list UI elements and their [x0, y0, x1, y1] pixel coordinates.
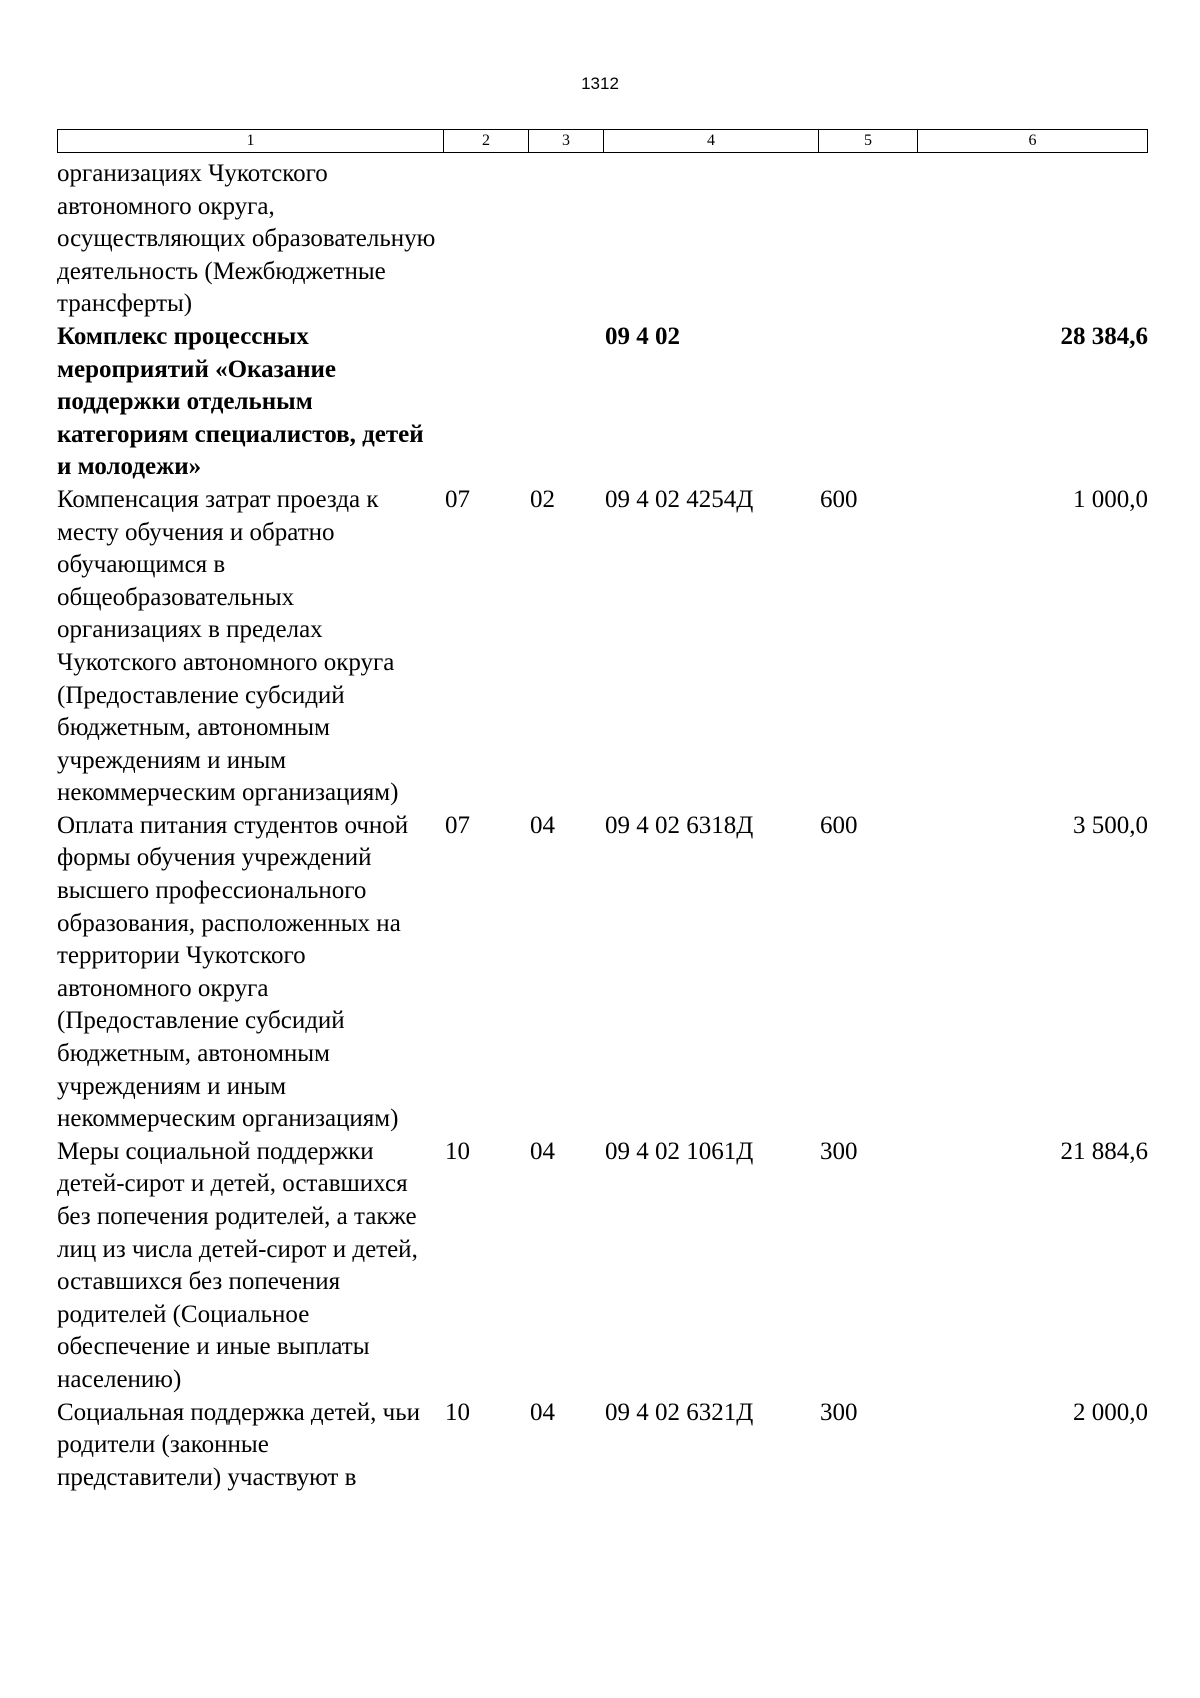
- row-subsection: 02: [530, 485, 555, 513]
- row-subsection: 04: [530, 1398, 555, 1426]
- row-expense-type: [818, 321, 917, 484]
- column-header-3: 3: [529, 130, 604, 152]
- row-amount: 21 884,6: [1060, 1137, 1148, 1165]
- table-header: [57, 129, 1148, 153]
- row-section: 10: [445, 1398, 470, 1426]
- column-header-1: 1: [58, 130, 444, 152]
- row-expense-type: 300: [820, 1137, 858, 1165]
- row-subsection: [528, 158, 603, 321]
- row-section: 10: [445, 1137, 470, 1165]
- row-expense-type: 300: [820, 1398, 858, 1426]
- table-row: [57, 1136, 1148, 1397]
- row-name: Оплата питания студентов очной формы обучения учреждений высшего профессионального образования, расположенных на территории Чукотского автономного округа (Предоставление субсидий бюджетным, автономным учреждениям и иным некоммерческим организациям): [57, 811, 409, 1133]
- row-amount: 1 000,0: [1073, 485, 1148, 513]
- row-target-code: 09 4 02: [605, 322, 680, 350]
- row-expense-type: [818, 158, 917, 321]
- row-target-code: 09 4 02 4254Д: [605, 485, 754, 513]
- row-target-code: 09 4 02 1061Д: [605, 1137, 754, 1165]
- table-row: [57, 1397, 1148, 1495]
- row-name: Комплекс процессных мероприятий «Оказание поддержки отдельным категориям специалистов, детей и молодежи»: [57, 322, 424, 481]
- row-amount: 28 384,6: [1060, 322, 1148, 350]
- row-section: [443, 158, 528, 321]
- row-section: [443, 321, 528, 484]
- row-amount: 2 000,0: [1073, 1398, 1148, 1426]
- row-section: 07: [445, 485, 470, 513]
- row-target-code: 09 4 02 6321Д: [605, 1398, 754, 1426]
- row-amount: [917, 158, 1148, 321]
- row-subsection: 04: [530, 811, 555, 839]
- row-amount: 3 500,0: [1073, 811, 1148, 839]
- row-subsection: [528, 321, 603, 484]
- row-name: Компенсация затрат проезда к месту обучения и обратно обучающимся в общеобразовательных организациях в пределах Чукотского автономного округа (Предоставление субсидий бюджетным, автономным учреждениям и иным некоммерческим организациям): [57, 485, 399, 807]
- table-body: [57, 158, 1148, 1494]
- table-row: [57, 484, 1148, 810]
- row-target-code: 09 4 02 6318Д: [605, 811, 754, 839]
- table-row-section-heading: [57, 321, 1148, 484]
- row-expense-type: 600: [820, 485, 858, 513]
- row-section: 07: [445, 811, 470, 839]
- column-header-2: 2: [444, 130, 529, 152]
- row-target-code: [603, 158, 818, 321]
- column-header-4: 4: [604, 130, 819, 152]
- table-row: [57, 810, 1148, 1136]
- column-header-5: 5: [819, 130, 918, 152]
- page-number: 1312: [581, 74, 619, 93]
- row-name: Меры социальной поддержки детей-сирот и детей, оставшихся без попечения родителей, а также лиц из числа детей-сирот и детей, оставшихся без попечения родителей (Социальное обеспечение и иные выплаты населению): [57, 1137, 418, 1393]
- table-row: [57, 158, 1148, 321]
- column-header-6: 6: [1028, 132, 1037, 149]
- row-name: Социальная поддержка детей, чьи родители (законные представители) участвуют в: [57, 1398, 421, 1491]
- row-expense-type: 600: [820, 811, 858, 839]
- row-subsection: 04: [530, 1137, 555, 1165]
- row-name: организациях Чукотского автономного округа, осуществляющих образовательную деятельность (Межбюджетные трансферты): [57, 160, 436, 318]
